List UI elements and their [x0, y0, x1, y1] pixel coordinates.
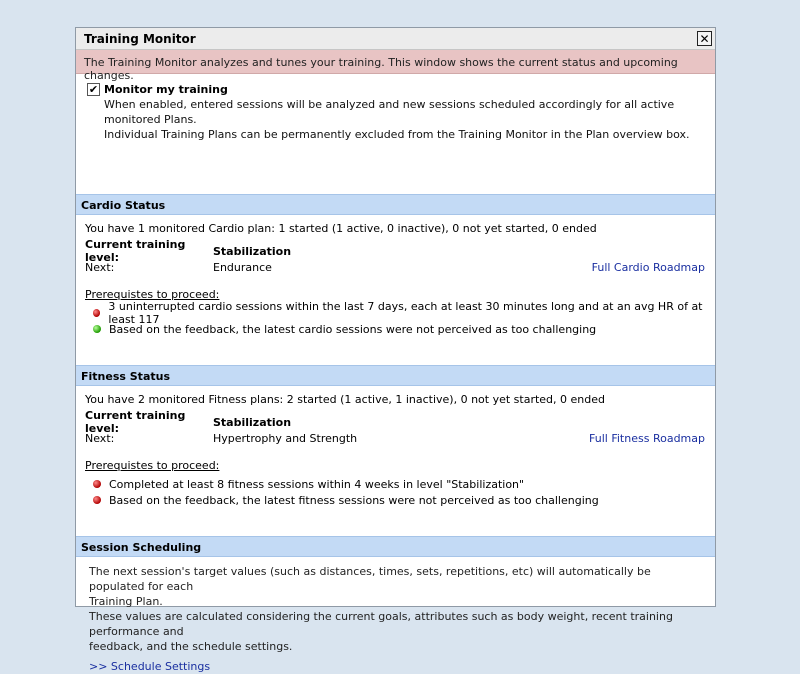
fitness-prereq-title: Prerequistes to proceed:	[85, 459, 220, 472]
cardio-roadmap-link[interactable]: Full Cardio Roadmap	[591, 260, 705, 274]
cardio-current-label: Current training level:	[85, 238, 186, 264]
monitor-section	[76, 74, 715, 194]
status-green-dot-icon	[93, 325, 101, 333]
fitness-roadmap-link[interactable]: Full Fitness Roadmap	[589, 431, 705, 445]
fitness-current-label: Current training level:	[85, 409, 186, 435]
schedule-settings-link[interactable]: >> Schedule Settings	[89, 660, 211, 673]
monitor-label[interactable]: Monitor my training	[104, 83, 228, 96]
session-scheduling-header: Session Scheduling	[76, 536, 715, 557]
fitness-status-header: Fitness Status	[76, 365, 715, 386]
prereq-item	[85, 300, 706, 326]
session-scheduling-body	[76, 557, 715, 674]
prereq-item	[85, 476, 706, 492]
monitor-desc-line2: Individual Training Plans can be permanently excluded from the Training Monitor in the Plan overview box.	[104, 128, 690, 141]
title-bar	[76, 28, 715, 50]
cardio-prereq-title: Prerequistes to proceed:	[85, 288, 220, 301]
info-banner: The Training Monitor analyzes and tunes your training. This window shows the current status and upcoming changes.	[76, 50, 715, 74]
prereq-text: Completed at least 8 fitness sessions within 4 weeks in level "Stabilization"	[109, 477, 525, 491]
status-red-dot-icon	[93, 480, 101, 488]
cardio-status-header: Cardio Status	[76, 194, 715, 215]
fitness-current-value: Stabilization	[213, 415, 292, 429]
scheduling-line3: These values are calculated considering the current goals, attributes such as body weight, recent training performance and	[89, 610, 673, 638]
status-red-dot-icon	[93, 309, 100, 317]
close-icon[interactable]: ✕	[697, 31, 712, 46]
cardio-current-value: Stabilization	[213, 244, 292, 258]
monitor-checkbox[interactable]: ✔	[88, 83, 99, 96]
prereq-text: 3 uninterrupted cardio sessions within the last 7 days, each at least 30 minutes long and at an avg HR of at least 117	[108, 300, 703, 326]
training-monitor-window	[75, 27, 716, 673]
prereq-item	[85, 492, 706, 508]
scheduling-line4: feedback, and the schedule settings.	[89, 640, 293, 653]
cardio-next-value: Endurance	[213, 260, 272, 274]
fitness-summary: You have 2 monitored Fitness plans: 2 started (1 active, 1 inactive), 0 not yet started, 0 ended	[85, 393, 606, 406]
prereq-text: Based on the feedback, the latest cardio sessions were not perceived as too challenging	[109, 322, 597, 336]
window-title: Training Monitor	[84, 32, 196, 46]
cardio-next-label: Next:	[85, 260, 115, 274]
fitness-status-body	[76, 386, 715, 536]
status-red-dot-icon	[93, 496, 101, 504]
fitness-next-value: Hypertrophy and Strength	[213, 431, 358, 445]
fitness-next-label: Next:	[85, 431, 115, 445]
scheduling-line1: The next session's target values (such as distances, times, sets, repetitions, etc) will automatically be populated for each	[89, 565, 651, 593]
cardio-summary: You have 1 monitored Cardio plan: 1 started (1 active, 0 inactive), 0 not yet started, 0 ended	[85, 222, 597, 235]
scheduling-line2: Training Plan.	[89, 595, 163, 608]
cardio-status-body	[76, 215, 715, 365]
monitor-description	[87, 97, 707, 142]
monitor-desc-line1: When enabled, entered sessions will be analyzed and new sessions scheduled accordingly for all active monitored Plans.	[104, 98, 675, 126]
prereq-text: Based on the feedback, the latest fitness sessions were not perceived as too challenging	[109, 493, 599, 507]
